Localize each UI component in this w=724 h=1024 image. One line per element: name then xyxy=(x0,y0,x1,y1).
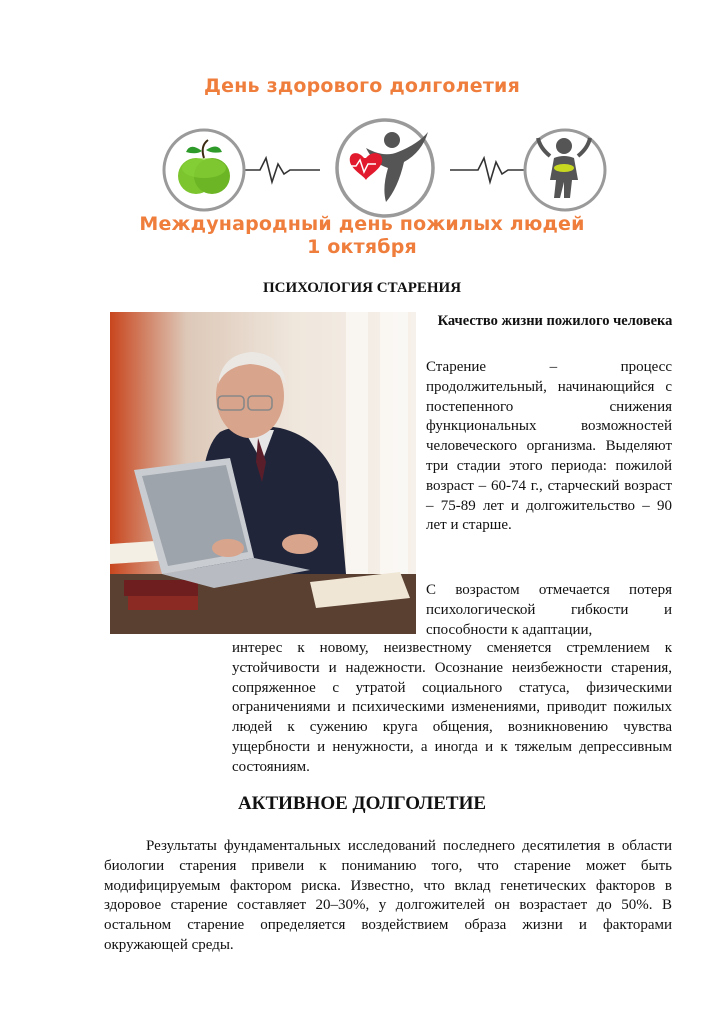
paragraph-aging-stages: Старение – процесс продолжительный, начинающийся с постепенного снижения функциональных возможностей человеческого организма. Выделяют три стадии этого периода: пожилой возраст – 60-74 г., старческий возраст – 75-89 лет и долгожительство – 90 лет и старше. xyxy=(426,359,672,534)
banner-graphic xyxy=(160,118,610,218)
exercise-person-icon xyxy=(525,130,605,210)
elderly-man-photo xyxy=(110,312,416,634)
section-heading-psychology: ПСИХОЛОГИЯ СТАРЕНИЯ xyxy=(262,280,462,296)
paragraph-active-longevity: Результаты фундаментальных исследований последнего десятилетия в области биологии старения привели к пониманию того, что старение может быть модифицируемым фактором риска. Известно, что вклад генетических факторов в здоровое старение составляет 20–30%, у долгожителей он возрастает до 50%. В остальном старение определяется воздействием образа жизни и факторами окружающей среды. xyxy=(104,838,672,953)
section-heading-active-longevity: АКТИВНОЕ ДОЛГОЛЕТИЕ xyxy=(237,793,487,814)
heart-person-icon xyxy=(337,120,433,216)
heartbeat-line-right xyxy=(450,158,528,182)
banner-bottom-line1: Международный день пожилых людей xyxy=(139,213,585,235)
paragraph-psychology-start: С возрастом отмечается потеря психологической гибкости и способности к адаптации, xyxy=(426,582,672,638)
banner-bottom-line2: 1 октября xyxy=(307,236,417,258)
heartbeat-line-left xyxy=(242,158,320,182)
banner-bottom-title xyxy=(0,213,724,259)
apple-icon xyxy=(164,130,244,210)
banner-top-title: День здорового долголетия xyxy=(204,75,520,97)
subheading-quality-of-life: Качество жизни пожилого человека xyxy=(437,313,673,329)
paragraph-psychology-continuation: интерес к новому, неизвестному сменяется стремлением к устойчивости и надежности. Осознание неизбежности старения, сопряженное с утратой социального статуса, физическими ограничениями и психическими изменениями, приводит пожилых людей к сужению круга общения, возникновению чувства ущербности и ненужности, а иногда и к тяжелым депрессивным состояниям. xyxy=(232,640,672,775)
